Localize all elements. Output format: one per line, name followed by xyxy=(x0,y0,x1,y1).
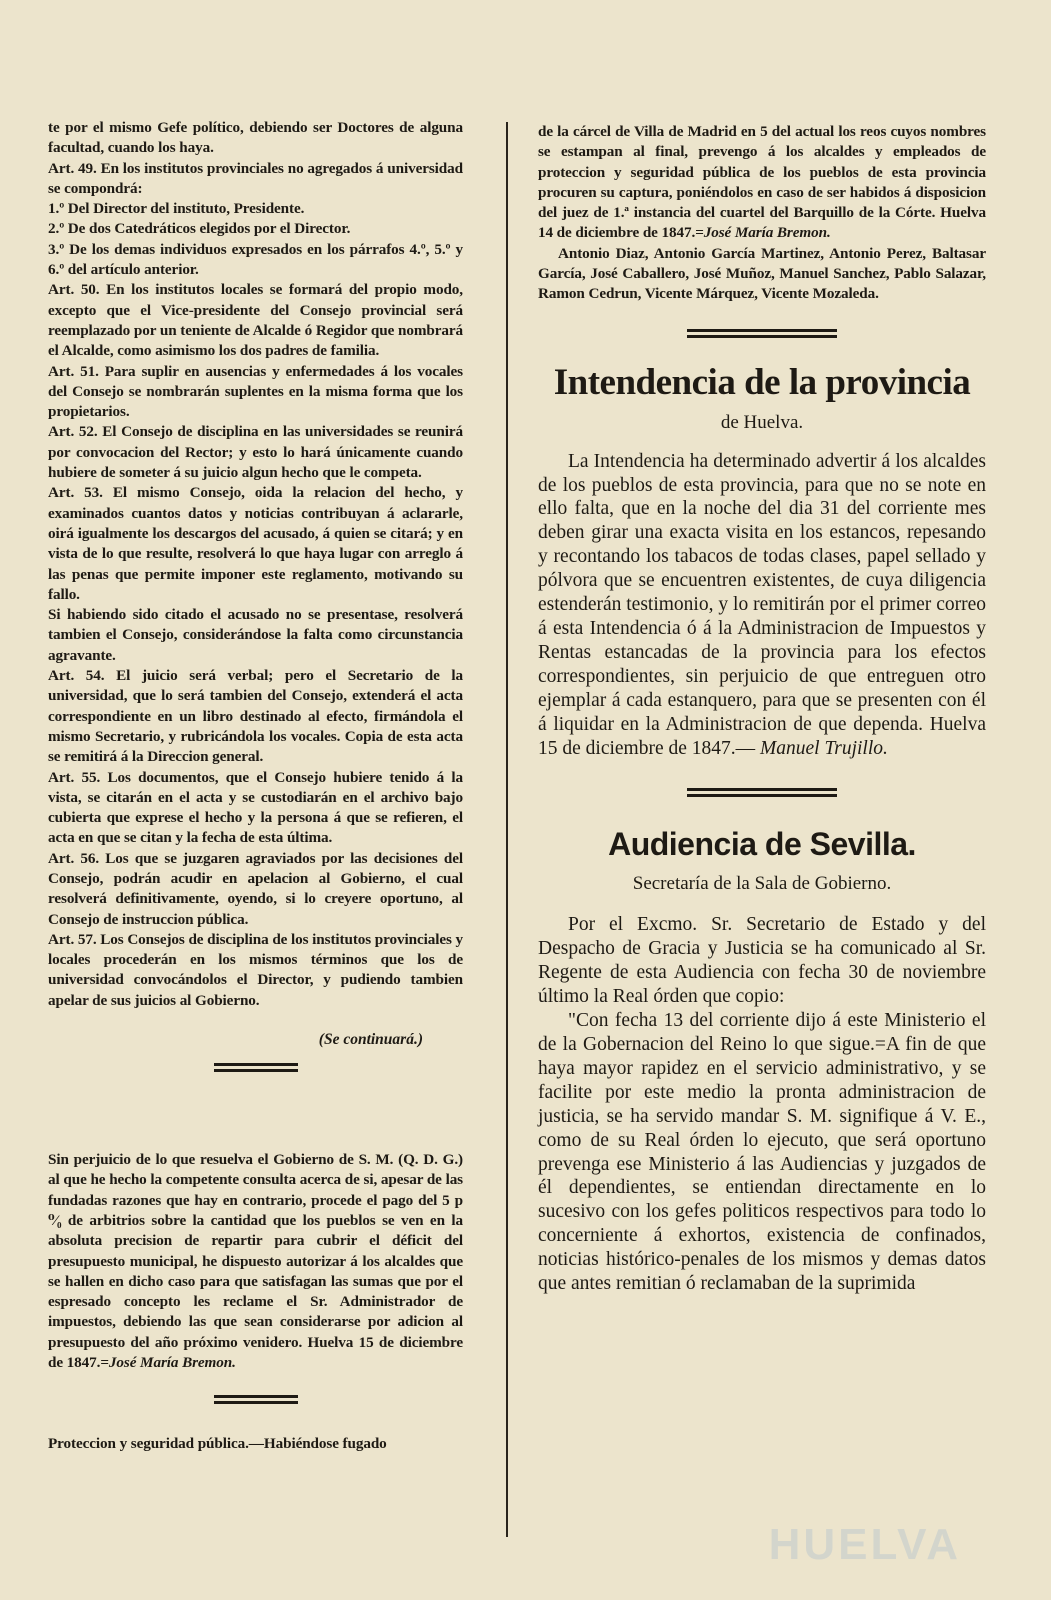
paragraph: Art. 50. En los institutos locales se formará del propio modo, excepto que el Vice-presidente del Consejo provincial será reemplazado por un teniente de Alcalde ó Regidor que nombrará el Alcalde, como asimismo los dos padres de familia. xyxy=(48,281,463,360)
signature: Manuel Trujillo. xyxy=(760,737,888,759)
paragraph: Art. 51. Para suplir en ausencias y enfermedades á los vocales del Consejo se nombrarán suplentes en la misma forma que los propietarios. xyxy=(48,362,463,421)
left-column xyxy=(48,118,463,1455)
paragraph: te por el mismo Gefe político, debiendo ser Doctores de alguna facultad, cuando los haya. xyxy=(48,119,463,157)
paragraph: Art. 54. El juicio será verbal; pero el Secretario de la universidad, que lo será tambien del Consejo, extenderá el acta correspondiente en un libro destinado al efecto, firmándola el mismo Secretario, y rubricándola los vocales. Copia de esta acta se remitirá á la Direccion general. xyxy=(48,667,463,766)
paragraph xyxy=(538,122,986,244)
audiencia-paragraph: "Con fecha 13 del corriente dijo á este Ministerio el de la Gobernacion del Reino lo que sigue.=A fin de que haya mayor rapidez en el servicio administrativo, y se facilite por este medio la pronta administracion de justicia, se ha servido mandar S. M. signifique á V. E., como de su Real órden lo ejecuto, que será oportuno prevenga ese Ministerio á las Audiencias y juzgados de él dependientes, se entiendan directamente en lo sucesivo con los gefes politicos respectivos para todo lo concerniente á exhortos, existencia de confinados, noticias histórico-penales de los mismos y demas datos que antes remitian ó reclamaban de la suprimida xyxy=(538,1010,986,1295)
right-column xyxy=(538,122,986,1296)
paragraph: Art. 56. Los que se juzgaren agraviados por las decisiones del Consejo, podrán acudir en apelacion al Gobierno, el cual resolverá definitivamente, oyendo, si lo creyere oportuno, al Consejo de instruccion pública. xyxy=(48,849,463,928)
list-item: 1.º Del Director del instituto, Presidente. xyxy=(48,200,305,218)
continue-note: (Se continuará.) xyxy=(318,1031,423,1049)
intendencia-paragraph xyxy=(538,450,986,761)
signature: José María Bremon. xyxy=(108,1354,236,1372)
aviso-paragraph xyxy=(48,1150,463,1373)
paragraph: Art. 55. Los documentos, que el Consejo hubiere tenido á la vista, se citarán en el acta y se custodiarán en el archivo bajo cubierta que exprese el hecho y la persona á que se refieren, el acta en que se citan y la fecha de esta última. xyxy=(48,768,463,847)
list-item: 3.º De los demas individuos expresados en los párrafos 4.º, 5.º y 6.º del artículo anterior. xyxy=(48,240,463,279)
paragraph: Art. 53. El mismo Consejo, oida la relacion del hecho, y examinados cuantos datos y noticias contribuyan á aclararle, oirá igualmente los descargos del acusado, á quien se citará; y en vista de lo que resulte, resolverá lo que haya lugar con arreglo á las penas que permite imponer este reglamento, motivando su fallo. xyxy=(48,484,463,603)
names-list: Antonio Diaz, Antonio García Martinez, Antonio Perez, Baltasar García, José Caballero, José Muñoz, Manuel Sanchez, Pablo Salazar, Ramon Cedrun, Vicente Márquez, Vicente Mozaleda. xyxy=(538,244,986,303)
proteccion-heading: Proteccion y seguridad pública.—Habiéndose fugado xyxy=(48,1435,387,1453)
intendencia-subtitle: de Huelva. xyxy=(720,411,804,433)
paragraph: Si habiendo sido citado el acusado no se presentase, resolverá tambien el Consejo, considerándose la falta como circunstancia agravante. xyxy=(48,606,463,664)
column-divider xyxy=(506,122,508,1537)
fugitives-text: de la cárcel de Villa de Madrid en 5 del actual los reos cuyos nombres se estampan al final, prevengo á los alcaldes y empleados de proteccion y seguridad pública de los pueblos de esta provincia procuren su captura, poniéndolos en caso de ser habidos á disposicion del juez de 1.ª instancia del cuartel del Barquillo de la Córte. Huelva 14 de diciembre de 1847.= xyxy=(538,123,986,242)
audiencia-title: Audiencia de Sevilla. xyxy=(608,826,916,863)
aviso-text: Sin perjuicio de lo que resuelva el Gobierno de S. M. (Q. D. G.) al que he hecho la competente consulta acerca de si, apesar de las fundadas razones que hay en contrario, procede el pago del 5 p ⁰⁄₀ de arbitrios sobre la cantidad que los pueblos se ven en la absoluta precision de repartir para cubrir el déficit del presupuesto municipal, he dispuesto autorizar á los alcaldes que se hallen en dicho caso para que satisfagan las sumas que por el espresado concepto les reclame el Sr. Administrador de impuestos, debiendo las que sean considerarse por adicion al presupuesto del año próximo venidero. Huelva 15 de diciembre de 1847.= xyxy=(48,1151,463,1372)
section-divider xyxy=(214,1063,298,1072)
paragraph: Art. 57. Los Consejos de disciplina de los institutos provinciales y locales procederán en los mismos términos que los de universidad convocándolos el Director, y pudiendo tambien apelar de sus juicios al Gobierno. xyxy=(48,930,463,1009)
watermark-logo: HUELVA xyxy=(768,1520,961,1569)
section-divider xyxy=(687,329,837,338)
audiencia-paragraph: Por el Excmo. Sr. Secretario de Estado y del Despacho de Gracia y Justicia se ha comunicado al Sr. Regente de esta Audiencia con fecha 30 de noviembre último la Real órden que copio: xyxy=(538,914,986,1008)
section-divider xyxy=(687,788,837,797)
signature: José María Bremon. xyxy=(703,224,831,242)
paragraph: Art. 52. El Consejo de disciplina en las universidades se reunirá por convocacion del Rector; y esto lo hará únicamente cuando hubiere de someter á su juicio algun hecho que le competa. xyxy=(48,423,463,482)
audiencia-subtitle: Secretaría de la Sala de Gobierno. xyxy=(632,873,892,895)
paragraph: Art. 49. En los institutos provinciales no agregados á universidad se compondrá: xyxy=(48,159,463,197)
intendencia-title: Intendencia de la provincia xyxy=(553,361,971,403)
intendencia-text: La Intendencia ha determinado advertir á los alcaldes de los pueblos de esta provincia, para que no se note en ello falta, que en la noche del dia 31 del corriente mes deben girar una exacta visita en los estancos, repesando y recontando los tabacos de todas clases, papel sellado y pólvora que se encuentren existentes, de cuya diligencia estenderán testimonio, y lo remitirán por el primer correo á esta Intendencia ó á la Administracion de Impuestos y Rentas estancadas de la provincia para los efectos correspondientes, sin perjuicio de que entreguen otro ejemplar á cada estanquero, para que se presenten con él á liquidar en la Administracion de que dependa. Huelva 15 de diciembre de 1847.— xyxy=(538,450,986,759)
blank-space xyxy=(48,1090,463,1150)
section-divider xyxy=(214,1395,298,1404)
list-item: 2.º De dos Catedráticos elegidos por el Director. xyxy=(48,220,351,238)
